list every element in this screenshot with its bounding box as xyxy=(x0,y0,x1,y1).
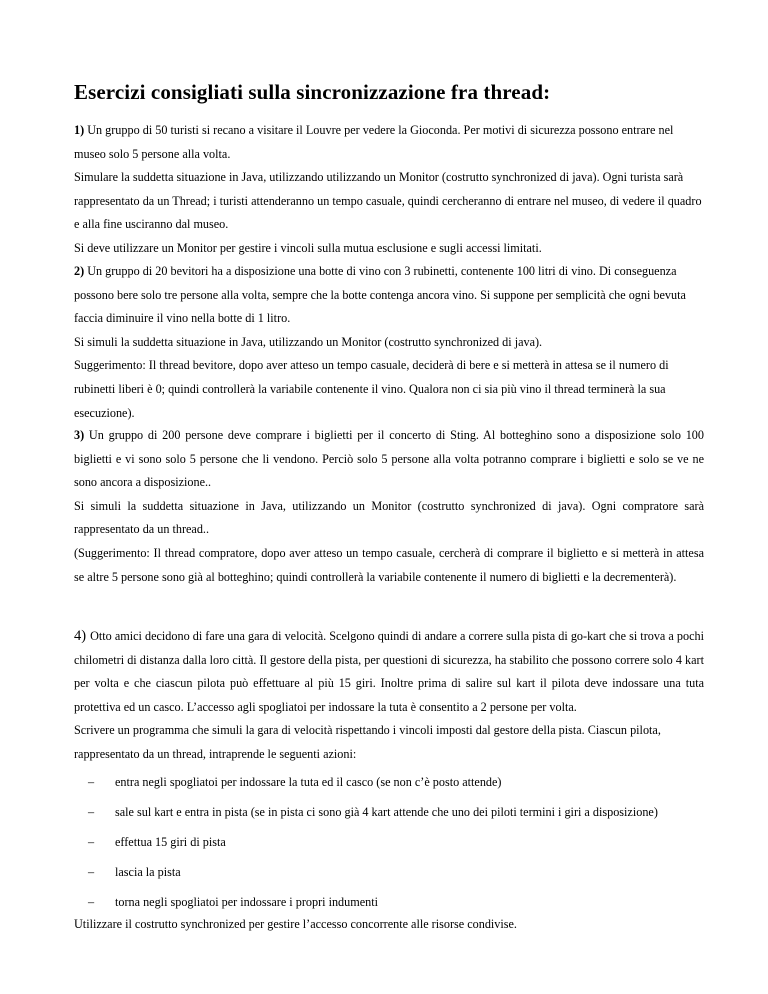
list-item: – entra negli spogliatoi per indossare la tuta ed il casco (se non c’è posto attende) xyxy=(74,767,704,797)
exercise-1-number: 1) xyxy=(74,123,85,137)
exercise-1-text: Un gruppo di 50 turisti si recano a visitare il Louvre per vedere la Gioconda. Per motivi di sicurezza possono entrare nel museo solo 5 persone alla volta. xyxy=(74,123,674,161)
dash-bullet-icon: – xyxy=(88,894,95,909)
list-item: – torna negli spogliatoi per indossare i propri indumenti xyxy=(74,887,704,917)
exercise-2-instructions: Si simuli la suddetta situazione in Java, utilizzando un Monitor (costrutto synchronized di java). xyxy=(74,334,543,349)
exercise-3-intro xyxy=(74,424,704,495)
exercise-2-text: Un gruppo di 20 bevitori ha a disposizione una botte di vino con 3 rubinetti, contenente 100 litri di vino. Di conseguenza possono bere solo tre persone alla volta, sempre che la botte contenga ancora vino. Si suppone per semplicità che ogni bevuta faccia diminuire il vino nella botte di 1 litro. xyxy=(74,264,686,326)
dash-bullet-icon: – xyxy=(88,804,95,819)
exercise-1-intro xyxy=(74,119,704,166)
exercise-3-instructions: Si simuli la suddetta situazione in Java, utilizzando un Monitor (costrutto synchronized di java). Ogni compratore sarà rappresentato da un thread.. xyxy=(74,498,704,537)
exercise-2-intro xyxy=(74,260,704,331)
exercise-4-number: 4) xyxy=(74,628,87,644)
exercise-3-number: 3) xyxy=(74,428,85,442)
dash-bullet-icon: – xyxy=(88,834,95,849)
exercise-1-note: Si deve utilizzare un Monitor per gestire i vincoli sulla mutua esclusione e sugli accessi limitati. xyxy=(74,240,542,255)
exercise-4-note: Utilizzare il costrutto synchronized per gestire l’accesso concorrente alle risorse condivise. xyxy=(74,916,517,931)
exercise-2 xyxy=(74,260,704,425)
exercise-4-text: Otto amici decidono di fare una gara di velocità. Scelgono quindi di andare a correre sulla pista di go-kart che si trova a pochi chilometri di distanza dalla loro città. Il gestore della pista, per questioni di sicurezza, ha stabilito che possono correre solo 4 kart per volta e che ciascun pilota può effettuare al più 15 giri. Inoltre prima di salire sul kart il pilota deve indossare una tuta protettiva ed un casco. L’accesso agli spogliatoi per indossare la tuta è consentito a 2 persone per volta. xyxy=(74,629,704,714)
exercise-2-hint: Suggerimento: Il thread bevitore, dopo aver atteso un tempo casuale, deciderà di bere e si metterà in attesa se il numero di rubinetti liberi è 0; quindi controllerà la variabile contenente il vino. Qualora non ci sia più vino il thread terminerà la sua esecuzione). xyxy=(74,358,669,420)
exercise-4-intro xyxy=(74,625,704,719)
exercise-4-instructions: Scrivere un programma che simuli la gara di velocità rispettando i vincoli imposti dal gestore della pista. Ciascun pilota, rappresentato da un thread, intraprende le seguenti azioni: xyxy=(74,723,661,761)
exercise-3-hint: (Suggerimento: Il thread compratore, dopo aver atteso un tempo casuale, cercherà di comprare il biglietto e si metterà in attesa se altre 5 persone sono già al botteghino; quindi controllerà la variabile contenente il numero di biglietti e la decrementerà). xyxy=(74,545,704,584)
list-item: – sale sul kart e entra in pista (se in pista ci sono già 4 kart attende che uno dei piloti termini i giri a disposizione) xyxy=(74,797,704,827)
exercise-4 xyxy=(74,625,704,936)
page-title: Esercizi consigliati sulla sincronizzazione fra thread: xyxy=(74,80,551,104)
list-item: – lascia la pista xyxy=(74,857,704,887)
dash-bullet-icon: – xyxy=(88,774,95,789)
exercise-3 xyxy=(74,424,704,589)
exercise-1-instructions: Simulare la suddetta situazione in Java, utilizzando utilizzando un Monitor (costrutto synchronized di java). Ogni turista sarà rappresentato da un Thread; i turisti attenderanno un tempo casuale, quindi cercheranno di entrare nel museo, di vedere il quadro e alla fine usciranno dal museo. xyxy=(74,170,702,232)
exercise-2-number: 2) xyxy=(74,264,85,278)
list-item: – effettua 15 giri di pista xyxy=(74,827,704,857)
exercise-1 xyxy=(74,119,704,261)
exercise-3-text: Un gruppo di 200 persone deve comprare i biglietti per il concerto di Sting. Al botteghino sono a disposizione solo 100 biglietti e vi sono solo 5 persone che li vendono. Perciò solo 5 persone alla volta potranno comprare i biglietti e solo se ve ne sono ancora a disposizione.. xyxy=(74,428,704,490)
exercise-4-actions-list xyxy=(74,767,704,917)
dash-bullet-icon: – xyxy=(88,864,95,879)
